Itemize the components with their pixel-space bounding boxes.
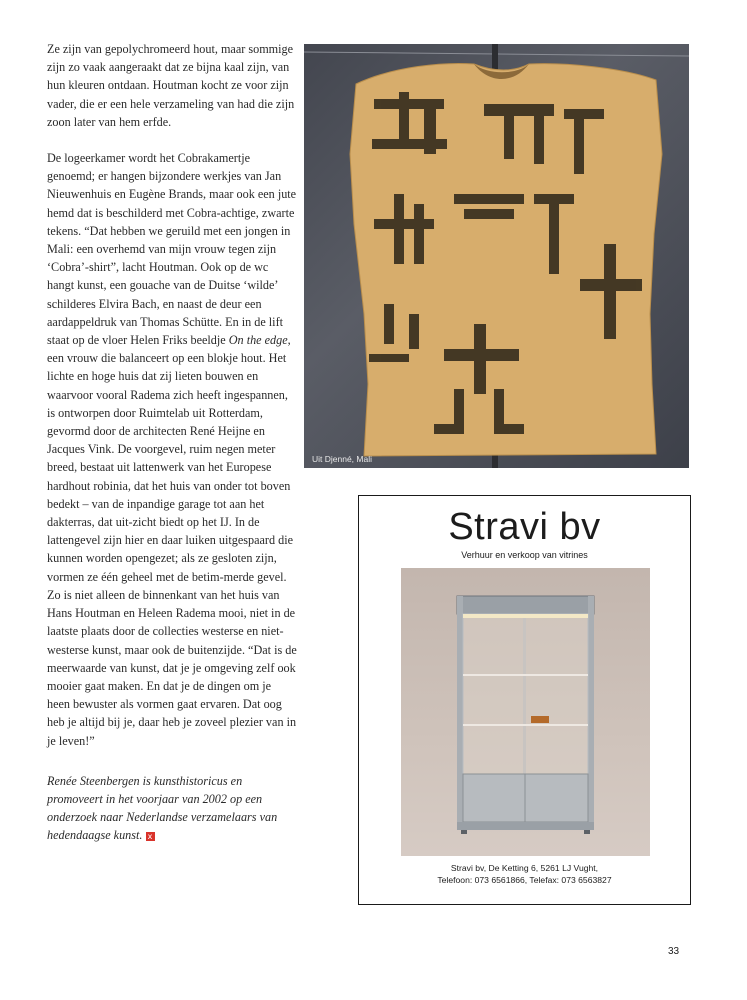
stravi-advertisement xyxy=(358,495,691,905)
ad-address: Stravi bv, De Ketting 6, 5261 LJ Vught, xyxy=(450,863,599,873)
vitrine-photo xyxy=(401,568,650,856)
ad-brand-name: Stravi bv xyxy=(448,506,601,548)
page-number: 33 xyxy=(668,946,680,957)
article-paragraph-3: Zo is niet alleen de binnenkant van het huis van Hans Houtman en Heleen Radema mooi, niet in de laatste plaats door de collecties westerse en niet-westerse kunst, maar ook de buitenzijde. “Dat is de meerwaarde van kunst, dat je je omgeving zelf ook mooier gaat maken. En dat je de dingen om je heen bewuster als vormen gaat ervaren. Dat oog heb je altijd bij je, daar heb je zoveel plezier van in je leven!” xyxy=(47,587,297,748)
article-paragraph-1: Ze zijn van gepolychromeerd hout, maar sommige zijn zo vaak aangeraakt dat ze bijna kaal zijn, van hun kleuren ontdaan. Houtman kocht ze voor zijn vader, die er een hele verzameling van had die zijn zoon later van hem erfde. xyxy=(47,42,295,129)
article-paragraph-2-text-b: , een vrouw die balanceert op een blokje hout. Het lichte en hoge huis dat zij lieten bouwen en waarvoor vooral Radema zich heeft ingespannen, is ontworpen door Ruimtelab uit Rotterdam, gevormd door de architecten René Heijne en Jacques Vink. De voorgevel, ruim negen meter breed, bestaat uit lattenwerk van het Europese hardhout robinia, dat het huis van onder tot boven bedekt – van de inpandige garage tot aan het dakterras, dat uit-zicht biedt op het IJ. In de lattengevel zijn hier en daar luiken uitgespaard die kunnen worden opengezet; als ze gesloten zijn, vormen ze één geheel met de betim-merde gevel. xyxy=(47,333,294,584)
article-paragraph-2-text-a: De logeerkamer wordt het Cobrakamertje genoemd; er hangen bijzondere werkjes van Jan Nieuwenhuis en Eugène Brands, maar ook een jute hemd dat is beschilderd met Cobra-achtige, zwarte tekens. “Dat hebben we geruild met een jongen in Mali: een overhemd van mijn vrouw tegen zijn ‘Cobra’-shirt”, lacht Houtman. Ook op de wc hangt kunst, een gouache van de Duitse ‘wilde’ schilderes Elvira Bach, en naast de deur een aardappeldruk van Thomas Schütte. En in de lift staat op de vloer Helen Friks beeldje xyxy=(47,151,297,348)
ad-phone-fax: Telefoon: 073 6561866, Telefax: 073 6563827 xyxy=(437,875,612,885)
photo-caption: Uit Djenné, Mali xyxy=(312,454,372,464)
author-note-text: Renée Steenbergen is kunsthistoricus en promoveert in het voorjaar van 2002 op een onderzoek naar Nederlandse verzamelaars van hedendaagse kunst. xyxy=(47,773,278,843)
author-note xyxy=(47,772,297,845)
end-mark-icon: x xyxy=(146,832,155,841)
artwork-title: On the edge xyxy=(228,333,288,348)
ad-tagline: Verhuur en verkoop van vitrines xyxy=(461,550,588,560)
vitrine-cabinet-illustration xyxy=(401,568,650,856)
article-paragraph-2 xyxy=(47,149,297,586)
ad-contact xyxy=(359,862,690,886)
shirt-illustration xyxy=(304,44,689,468)
shirt-photo xyxy=(304,44,689,468)
article-column xyxy=(47,40,297,845)
